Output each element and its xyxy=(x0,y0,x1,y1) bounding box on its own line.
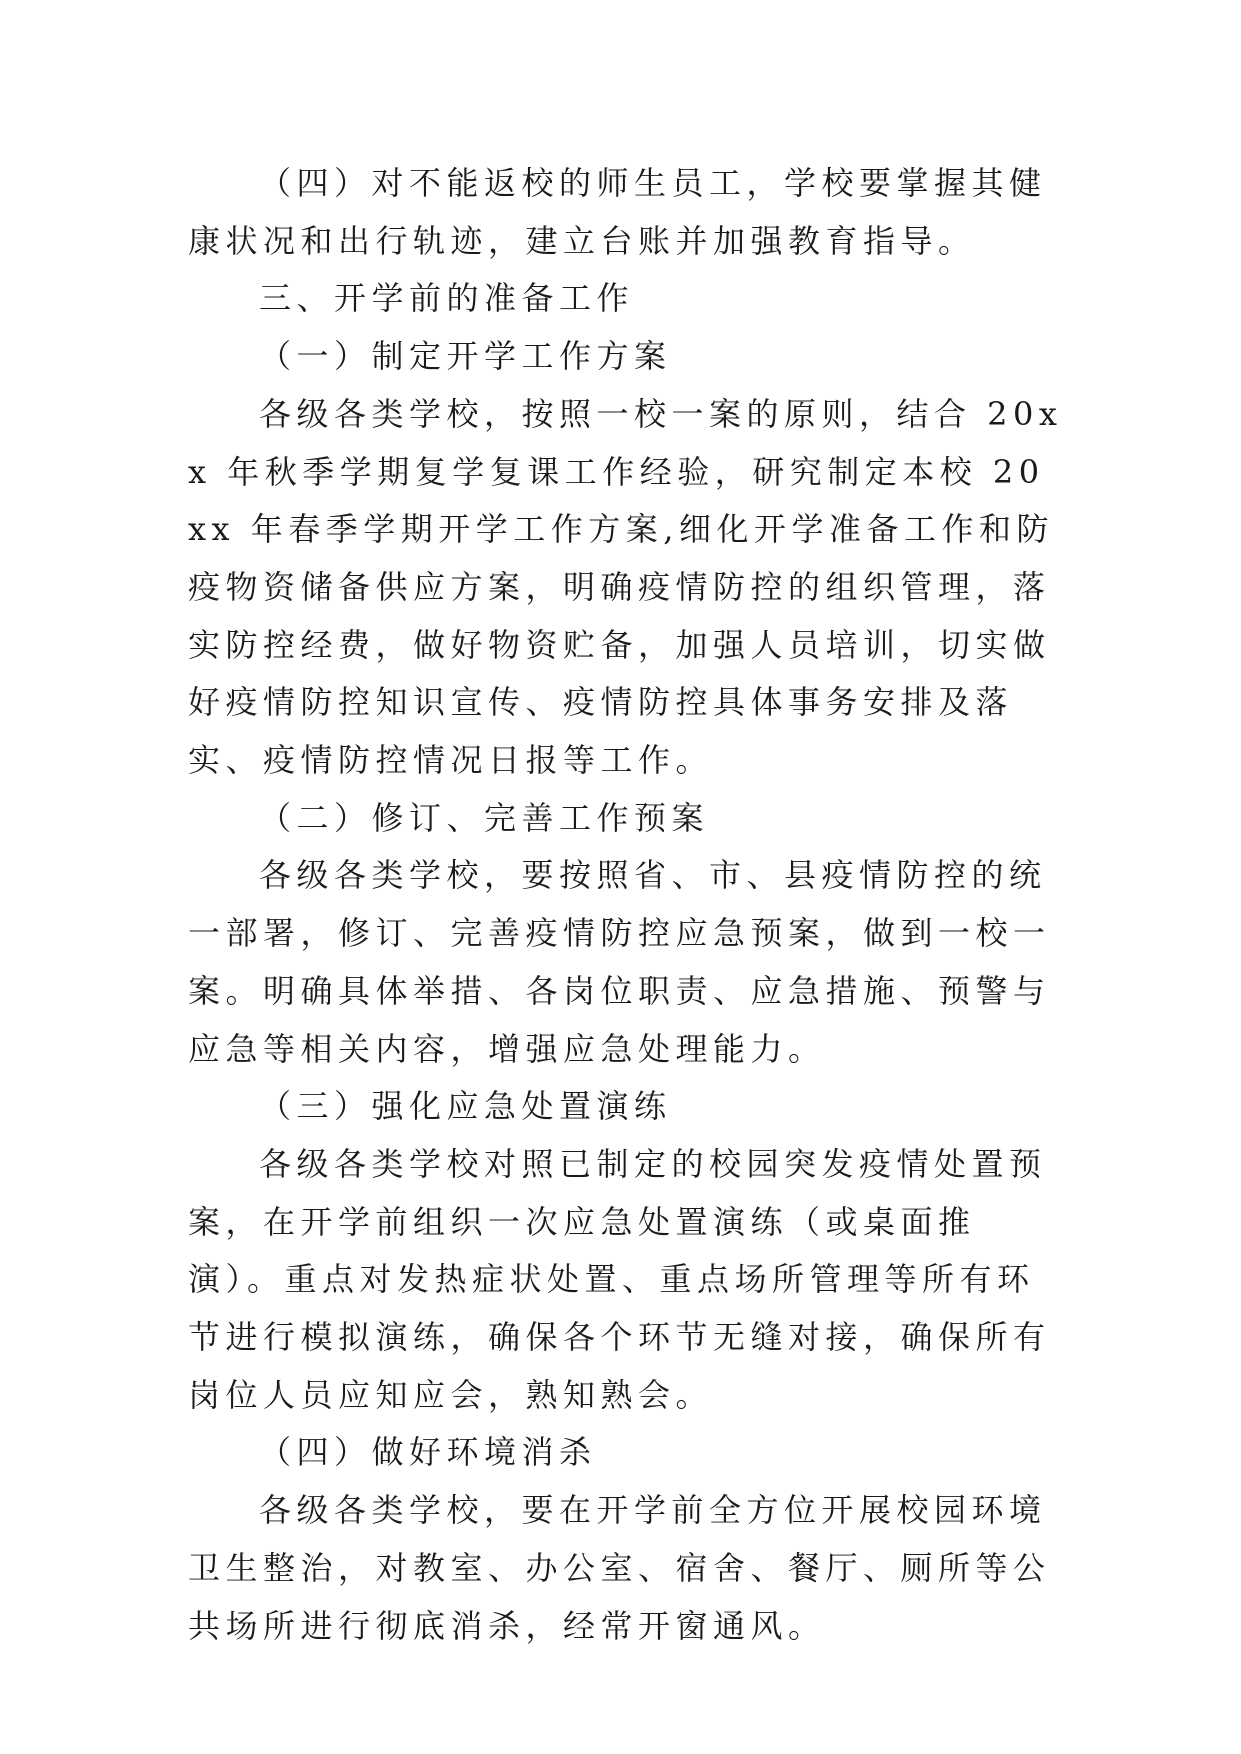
subheading-work-plan: （一）制定开学工作方案 xyxy=(259,337,672,376)
section-heading-preparation: 三、开学前的准备工作 xyxy=(259,279,635,318)
subheading-emergency-drill: （三）强化应急处置演练 xyxy=(259,1087,672,1126)
paragraph-emergency-drill: 各级各类学校对照已制定的校园突发疫情处置预案，在开学前组织一次应急处置演练（或桌面推演）。重点对发热症状处置、重点场所管理等所有环节进行模拟演练，确保各个环节无缝对接，确保所有岗位人员应知应会，熟知熟会。 xyxy=(188,1144,1051,1414)
paragraph-disinfection: 各级各类学校，要在开学前全方位开展校园环境卫生整治，对教室、办公室、宿舍、餐厅、厕所等公共场所进行彻底消杀，经常开窗通风。 xyxy=(188,1491,1051,1645)
paragraph-work-plan: 各级各类学校，按照一校一案的原则，结合 20xx 年秋季学期复学复课工作经验，研究制定本校 20xx 年春季学期开学工作方案,细化开学准备工作和防疫物资储备供应方案，明确疫情防控的组织管理，落实防控经费，做好物资贮备，加强人员培训，切实做好疫情防控知识宣传、疫情防控具体事务安排及落实、疫情防控情况日报等工作。 xyxy=(188,394,1063,780)
subheading-revise-plan: （二）修订、完善工作预案 xyxy=(259,798,710,837)
document-body xyxy=(188,155,1063,1655)
subheading-disinfection: （四）做好环境消杀 xyxy=(259,1433,597,1472)
paragraph-revise-plan: 各级各类学校，要按照省、市、县疫情防控的统一部署，修订、完善疫情防控应急预案，做到一校一案。明确具体举措、各岗位职责、应急措施、预警与应急等相关内容，增强应急处理能力。 xyxy=(188,856,1051,1068)
paragraph-returning-staff: （四）对不能返校的师生员工，学校要掌握其健康状况和出行轨迹，建立台账并加强教育指导。 xyxy=(188,164,1047,260)
